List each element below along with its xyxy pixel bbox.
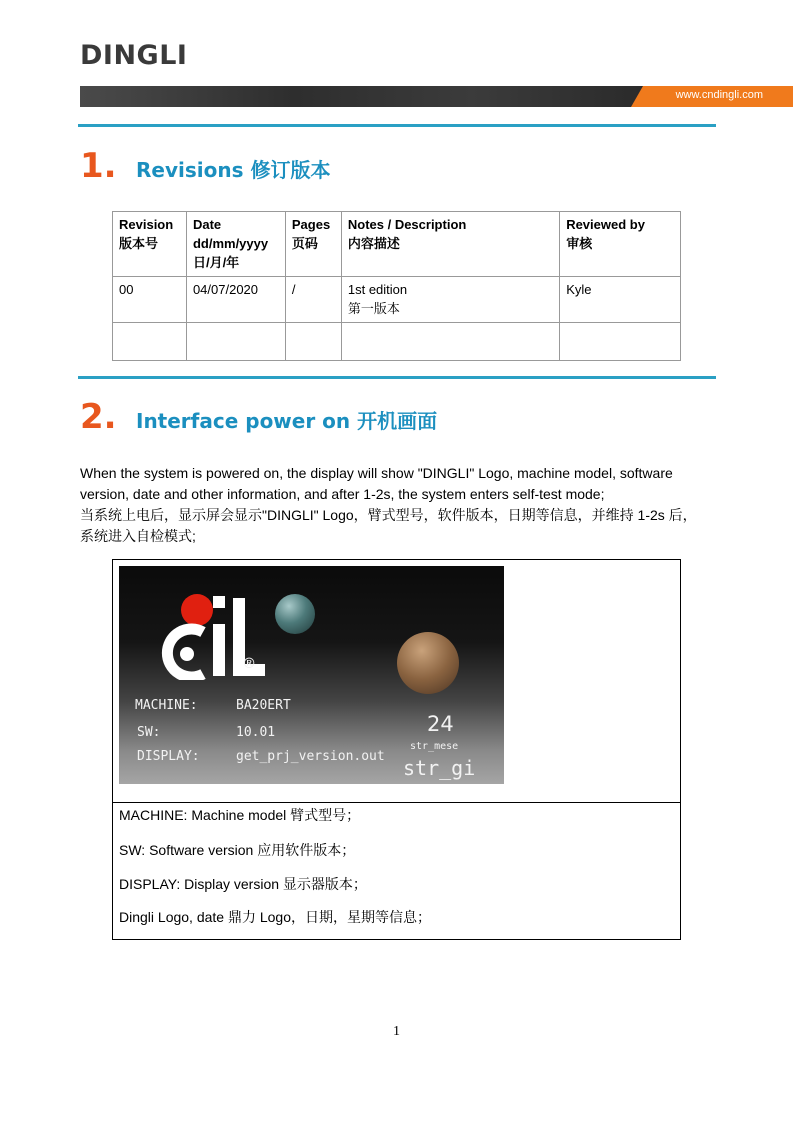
section-heading-interface bbox=[80, 397, 437, 437]
revisions-table bbox=[112, 211, 681, 361]
sw-label: SW: bbox=[137, 725, 161, 740]
intro-paragraph: When the system is powered on, the display will show "DINGLI" Logo, machine model, software version, date and other information, and after 1-2s, the system enters self-test mode; 当系统上电后，显示屏会显示"DINGLI" Logo，臂式型号，软件版本，日期等信息，并维持 1-2s 后， 系统进入自检模式; bbox=[80, 465, 697, 544]
description-sw: SW: Software version 应用软件版本； bbox=[119, 842, 356, 858]
section-title: Interface power on 开机画面 bbox=[136, 409, 438, 433]
section-number: 2. bbox=[80, 397, 117, 437]
cell-notes: 1st edition 第一版本 bbox=[341, 277, 559, 323]
description-logo: Dingli Logo, date 鼎力 Logo，日期，星期等信息； bbox=[119, 909, 431, 925]
section-title: Revisions 修订版本 bbox=[136, 158, 331, 182]
sw-value: 10.01 bbox=[236, 725, 276, 740]
table-row-empty bbox=[113, 323, 681, 361]
header-bar bbox=[80, 86, 793, 107]
power-on-screen bbox=[119, 566, 504, 784]
description-machine: MACHINE: Machine model 臂式型号； bbox=[119, 807, 361, 823]
screen-illustration-box bbox=[112, 559, 681, 940]
brown-sphere-icon bbox=[397, 632, 459, 694]
machine-value: BA20ERT bbox=[236, 698, 291, 713]
box-divider bbox=[113, 802, 680, 803]
machine-label: MACHINE: bbox=[135, 698, 198, 713]
section-rule bbox=[78, 124, 716, 127]
section-number: 1. bbox=[80, 146, 117, 186]
section-rule bbox=[78, 376, 716, 379]
screen-number: 24 bbox=[427, 712, 454, 736]
cell-reviewed: Kyle bbox=[560, 277, 681, 323]
table-row bbox=[113, 277, 681, 323]
registered-mark: ® bbox=[244, 654, 255, 674]
table-header-row bbox=[113, 212, 681, 277]
header-pages: Pages 页码 bbox=[285, 212, 341, 277]
cell-revision: 00 bbox=[113, 277, 187, 323]
display-value: get_prj_version.out bbox=[236, 749, 385, 764]
screen-large-text: str_gi bbox=[403, 756, 476, 780]
teal-sphere-icon bbox=[275, 594, 315, 634]
display-label: DISPLAY: bbox=[137, 749, 200, 764]
header-reviewed: Reviewed by 审核 bbox=[560, 212, 681, 277]
website-link[interactable]: www.cndingli.com bbox=[675, 89, 763, 101]
header-revision: Revision 版本号 bbox=[113, 212, 187, 277]
screen-small-text: str_mese bbox=[410, 741, 459, 752]
description-display: DISPLAY: Display version 显示器版本； bbox=[119, 876, 367, 892]
header-date: Date dd/mm/yyyy 日/月/年 bbox=[186, 212, 285, 277]
header-notes: Notes / Description 内容描述 bbox=[341, 212, 559, 277]
section-heading-revisions bbox=[80, 146, 330, 186]
cell-pages: / bbox=[285, 277, 341, 323]
dingli-logo: DINGLI bbox=[80, 40, 188, 71]
page-number: 1 bbox=[393, 1024, 400, 1039]
cell-date: 04/07/2020 bbox=[186, 277, 285, 323]
